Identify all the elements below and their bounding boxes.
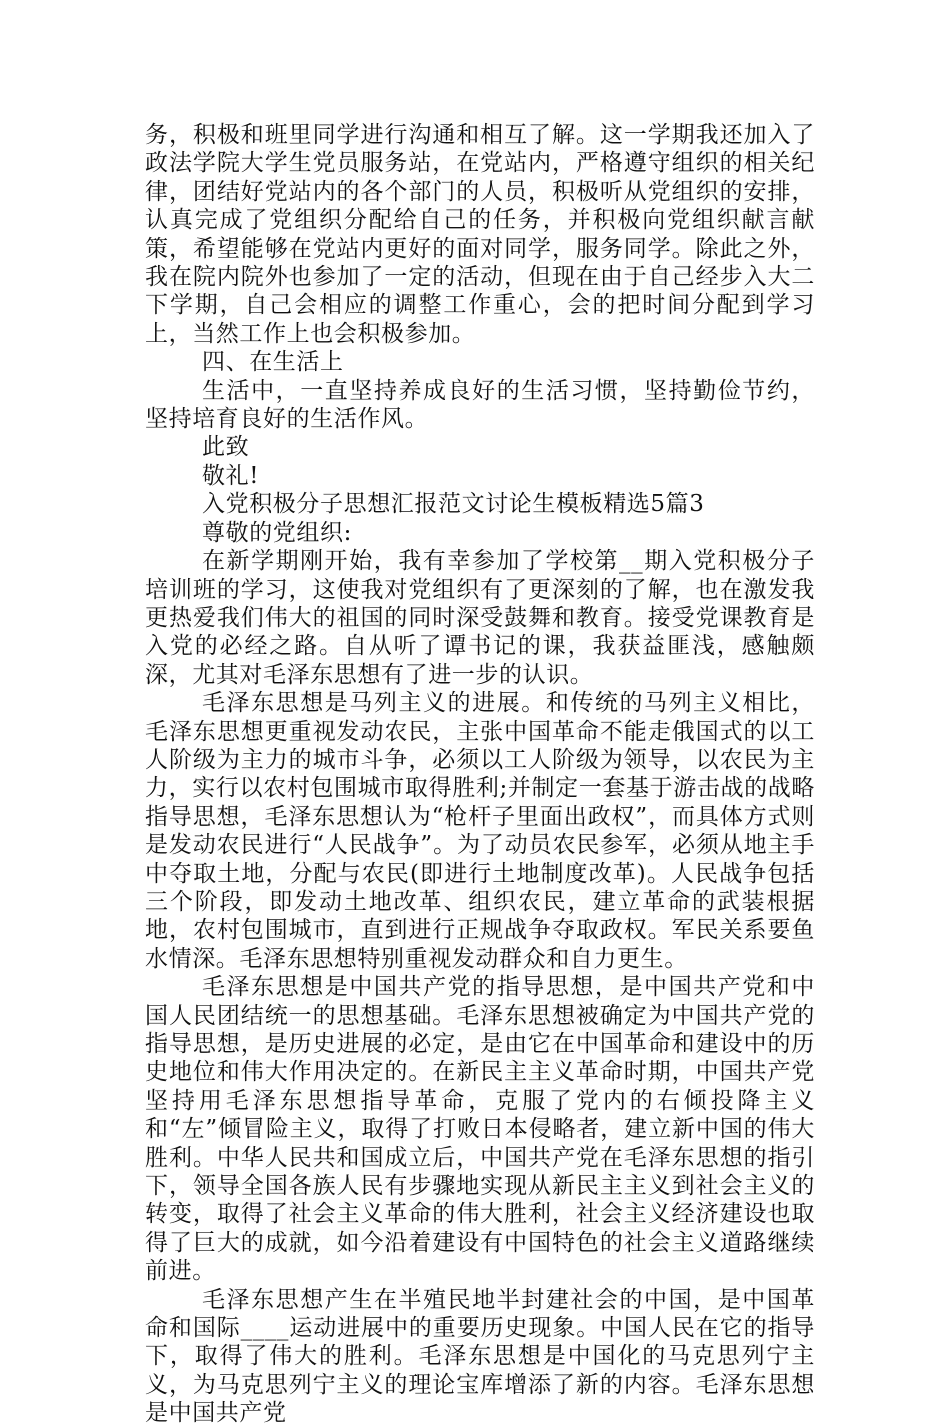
paragraph-intro: 在新学期刚开始，我有幸参加了学校第__期入党积极分子培训班的学习，这使我对党组织有了更深刻的了解，也在激发我更热爱我们伟大的祖国的同时深受鼓舞和教育。接受党课教育是入党的必经之路。自从听了谭书记的课，我获益匪浅，感触颇深，尤其对毛泽东思想有了进一步的认识。 xyxy=(145,548,815,688)
paragraph-life: 生活中，一直坚持养成良好的生活习惯，坚持勤俭节约，坚持培育良好的生活作风。 xyxy=(145,377,815,433)
article-title: 入党积极分子思想汇报范文讨论生模板精选5篇3 xyxy=(202,491,705,518)
document-body xyxy=(145,121,815,1428)
paragraph-1: 务，积极和班里同学进行沟通和相互了解。这一学期我还加入了政法学院大学生党员服务站，在党站内，严格遵守组织的相关纪律，团结好党站内的各个部门的人员，积极听从党组织的安排，认真完成了党组织分配给自己的任务，并积极向党组织献言献策，希望能够在党站内更好的面对同学，服务同学。除此之外，我在院内院外也参加了一定的活动，但现在由于自己经步入大二下学期，自己会相应的调整工作重心，会的把时间分配到学习上，当然工作上也会积极参加。 xyxy=(145,122,815,347)
paragraph-origin: 毛泽东思想产生在半殖民地半封建社会的中国，是中国革命和国际____运动进展中的重要历史现象。中国人民在它的指导下，取得了伟大的胜利。毛泽东思想是中国化的马克思列宁主义，为马克思列宁主义的理论宝库增添了新的内容。毛泽东思想是中国共产党 xyxy=(145,1286,815,1427)
paragraph-development: 毛泽东思想是马列主义的进展。和传统的马列主义相比，毛泽东思想更重视发动农民，主张中国革命不能走俄国式的以工人阶级为主力的城市斗争，必须以工人阶级为领导，以农民为主力，实行以农村包围城市取得胜利;并制定一套基于游击战的战略指导思想，毛泽东思想认为“枪杆子里面出政权”，而具体方式则是发动农民进行“人民战争”。为了动员农民参军，必须从地主手中夺取土地，分配与农民(即进行土地制度改革)。人民战争包括三个阶段，即发动土地改革、组织农民，建立革命的武装根据地，农村包围城市，直到进行正规战争夺取政权。军民关系要鱼水情深。毛泽东思想特别重视发动群众和自力更生。 xyxy=(145,690,815,972)
paragraph-guiding-thought: 毛泽东思想是中国共产党的指导思想，是中国共产党和中国人民团结统一的思想基础。毛泽东思想被确定为中国共产党的指导思想，是历史进展的必定，是由它在中国革命和建设中的历史地位和伟大作用决定的。在新民主主义革命时期，中国共产党坚持用毛泽东思想指导革命，克服了党内的右倾投降主义和“左”倾冒险主义，取得了打败日本侵略者，建立新中国的伟大胜利。中华人民共和国成立后，中国共产党在毛泽东思想的指引下，领导全国各族人民有步骤地实现从新民主主义到社会主义的转变，取得了社会主义革命的伟大胜利，社会主义经济建设也取得了巨大的成就，如今沿着建设有中国特色的社会主义道路继续前进。 xyxy=(145,974,815,1285)
closing-regards: 敬礼! xyxy=(202,462,260,489)
closing-salutation: 此致 xyxy=(202,434,250,461)
greeting: 尊敬的党组织: xyxy=(202,519,352,546)
section-heading-life: 四、在生活上 xyxy=(202,349,344,376)
